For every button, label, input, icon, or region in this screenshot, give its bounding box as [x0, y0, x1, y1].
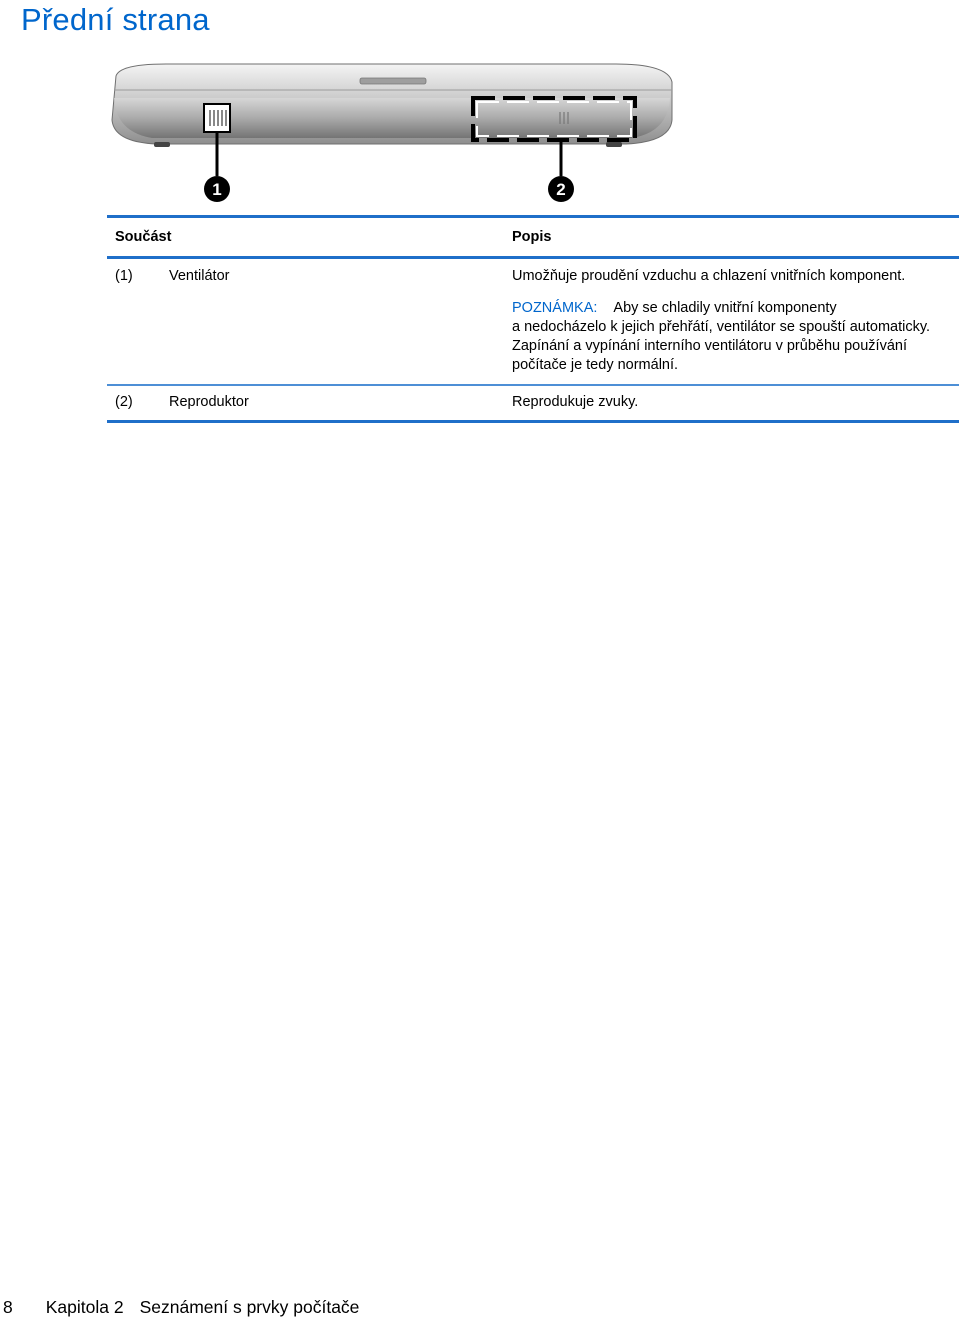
- table-row-speaker: [107, 386, 959, 420]
- callout-2: [548, 176, 574, 202]
- callout-1: [204, 176, 230, 202]
- laptop-front-figure: [106, 58, 676, 208]
- note-line: počítače je tedy normální.: [512, 357, 679, 373]
- page-footer: [3, 1297, 359, 1318]
- table-bottom-rule: [107, 420, 959, 423]
- row-description: Reprodukuje zvuky.: [512, 394, 639, 410]
- table-row-fan: [107, 259, 959, 384]
- note-line: Zapínání a vypínání interního ventilátoru v průběhu používání: [512, 338, 907, 354]
- page-title: Přední strana: [21, 2, 210, 37]
- components-table: [107, 215, 959, 423]
- table-header-row: [107, 218, 959, 256]
- header-component: Součást: [115, 229, 172, 245]
- row-number: (1): [115, 268, 133, 284]
- chapter-title: Seznámení s prvky počítače: [139, 1297, 360, 1317]
- header-description: Popis: [512, 229, 552, 245]
- row-number: (2): [115, 394, 133, 410]
- row-name: Reproduktor: [169, 394, 249, 410]
- row-description: Umožňuje proudění vzduchu a chlazení vnitřních komponent.: [512, 268, 906, 284]
- note-line: Aby se chladily vnitřní komponenty: [613, 300, 837, 316]
- page-number: 8: [3, 1297, 13, 1317]
- note-label: POZNÁMKA:: [512, 300, 598, 316]
- laptop-front-illustration: [106, 58, 676, 208]
- note-block: [512, 299, 958, 375]
- callout-1-label: 1: [212, 180, 222, 199]
- callout-2-label: 2: [556, 180, 566, 199]
- note-line: a nedocházelo k jejich přehřátí, ventilátor se spouští automaticky.: [512, 319, 931, 335]
- chapter-label: Kapitola 2: [45, 1297, 124, 1317]
- row-name: Ventilátor: [169, 268, 230, 284]
